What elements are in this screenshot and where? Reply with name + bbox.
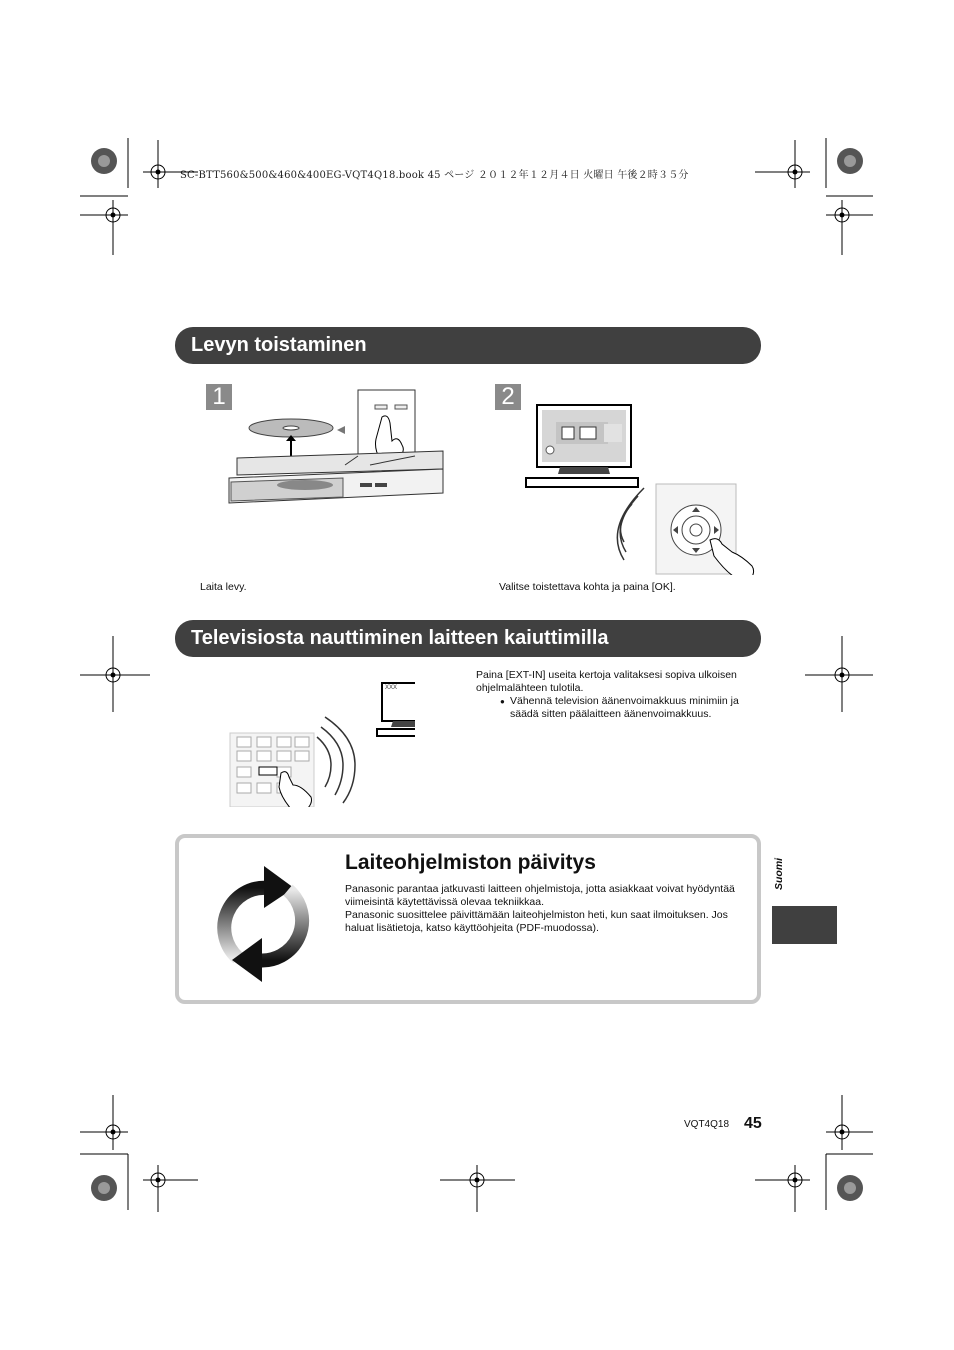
refresh-icon (208, 862, 318, 986)
ext-in-bullets (476, 695, 761, 721)
tv-menu-and-remote-illustration (520, 400, 760, 575)
tv-screen-label: XXX (385, 685, 398, 691)
ext-in-instruction (476, 669, 761, 721)
firmware-update-body (345, 883, 745, 935)
step-number-1: 1 (206, 384, 232, 410)
ext-in-instruction-text: Paina [EXT-IN] useita kertoja valitaksesi sopiva ulkoisen ohjelmalähteen tulotila. (476, 669, 737, 694)
firmware-paragraph-1: Panasonic parantaa jatkuvasti laitteen ohjelmistoja, jotta asiakkaat voivat hyödyntää viimeisintä käytettävissä olevaa tekniikkaa. (345, 883, 735, 908)
page-number: 45 (744, 1115, 762, 1132)
section-title-disc-playback: Levyn toistaminen (175, 327, 761, 364)
volume-bullet: ● Vähennä television äänenvoimakkuus minimiin ja säädä sitten päälaitteen äänenvoimakkuus. (476, 695, 761, 721)
step-number-2: 2 (495, 384, 521, 410)
firmware-update-title: Laiteohjelmiston päivitys (345, 851, 596, 874)
model-code: VQT4Q18 (684, 1119, 730, 1130)
language-label: Suomi (773, 857, 785, 890)
print-header: SC-BTT560&500&460&400EG-VQT4Q18.book 45 ページ ２０１２年１２月４日 火曜日 午後２時３５分 (180, 170, 689, 181)
step-2-caption: Valitse toistettava kohta ja paina [OK]. (499, 581, 676, 593)
insert-disc-illustration (225, 385, 455, 510)
step-1-caption: Laita levy. (200, 581, 247, 593)
section-title-tv-audio: Televisiosta nauttiminen laitteen kaiuttimilla (175, 620, 761, 657)
language-tab (772, 906, 837, 944)
remote-ext-in-illustration (225, 677, 415, 807)
firmware-paragraph-2: Panasonic suosittelee päivittämään laiteohjelmiston heti, kun saat ilmoituksen. Jos haluat lisätietoja, katso käyttöohjeita (PDF-muodossa). (345, 909, 728, 934)
